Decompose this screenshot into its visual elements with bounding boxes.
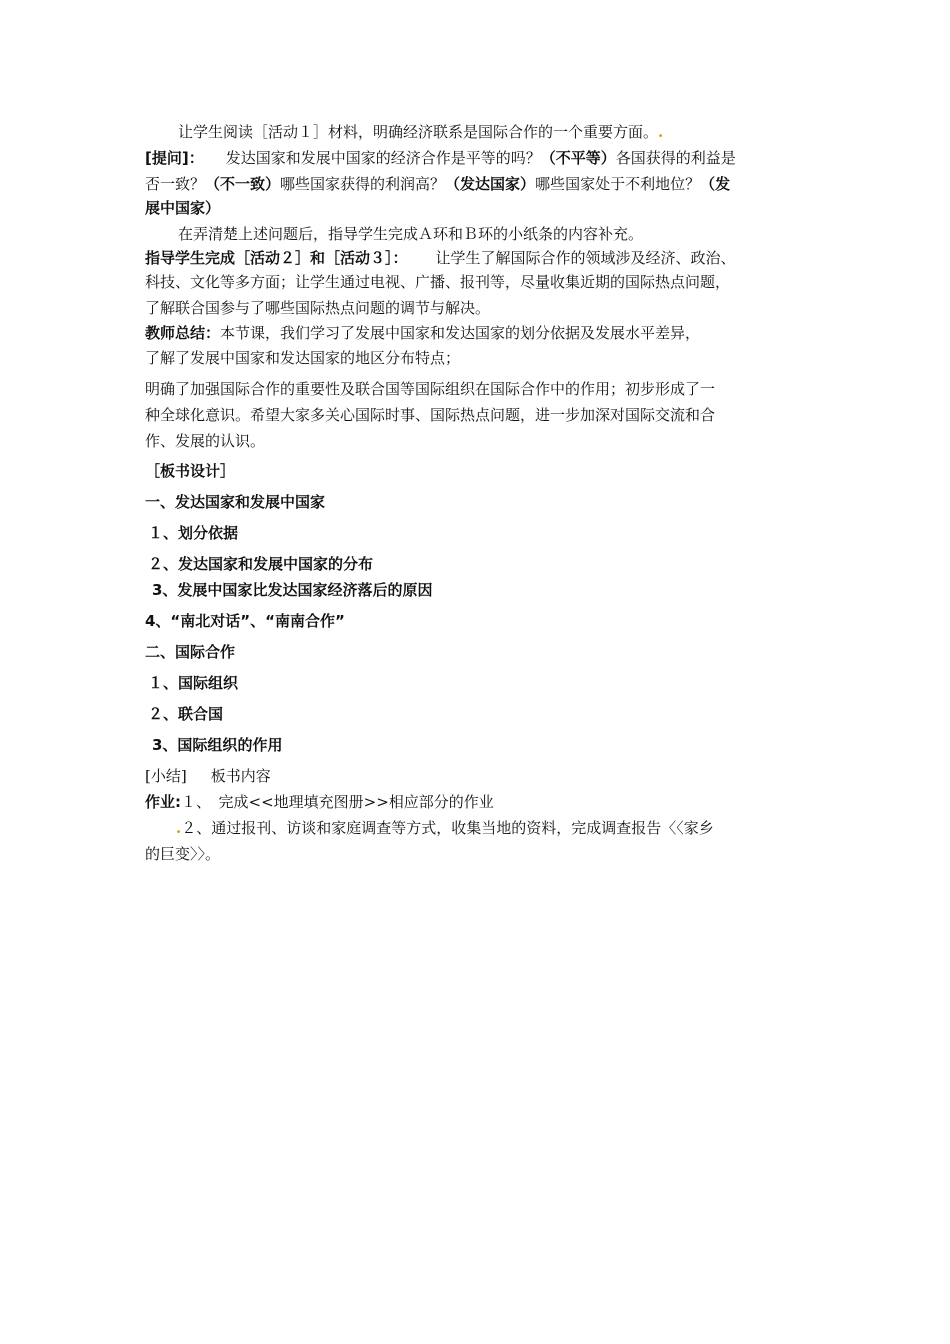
board-heading-2: 二、国际合作 xyxy=(145,643,236,661)
board-item-2-2: ２、联合国 xyxy=(148,705,224,723)
answer-unequal: （不平等） xyxy=(540,149,616,167)
summary-row xyxy=(145,766,271,786)
question-label: [提问]： xyxy=(145,149,204,167)
question-line-1: [提问]： 发达国家和发展中国家的经济合作是平等的吗？（不平等）各国获得的利益是 xyxy=(145,149,736,167)
question-line-2: 否一致？（不一致）哪些国家获得的利润高？（发达国家）哪些国家处于不利地位？（发 xyxy=(145,175,731,193)
summary-label: [小结] xyxy=(145,767,187,785)
answer-inconsistent: （不一致） xyxy=(205,175,281,193)
board-item-1-3: 3、发展中国家比发达国家经济落后的原因 xyxy=(152,581,433,599)
summary-line-5: 作、发展的认识。 xyxy=(145,432,266,450)
homework-line-2: .２、通过报刊、访谈和家庭调查等方式，收集当地的资料，完成调查报告〈〈家乡 xyxy=(176,819,714,837)
summary-text: 板书内容 xyxy=(210,767,271,785)
summary-line-2: 了解了发展中国家和发达国家的地区分布特点； xyxy=(145,349,461,367)
answer-developing-part1: （发 xyxy=(700,175,731,193)
board-design-title: ［板书设计］ xyxy=(145,462,236,480)
guide-line-1: 指导学生完成［活动２］和［活动３］： 让学生了解国际合作的领域涉及经济、政治、 xyxy=(145,249,736,267)
paragraph-rings: 在弄清楚上述问题后，指导学生完成Ａ环和Ｂ环的小纸条的内容补充。 xyxy=(178,225,644,243)
homework-label: 作业: xyxy=(145,793,181,811)
board-item-2-1: １、国际组织 xyxy=(148,674,239,692)
board-item-1-2: ２、发达国家和发展中国家的分布 xyxy=(148,555,374,573)
stray-dot-mark-2: . xyxy=(176,819,182,837)
board-item-1-1: １、划分依据 xyxy=(148,524,239,542)
summary-line-1: 教师总结：本节课，我们学习了发展中国家和发达国家的划分依据及发展水平差异， xyxy=(145,324,701,342)
guide-label: 指导学生完成［活动２］和［活动３］： xyxy=(145,249,408,267)
summary-line-3: 明确了加强国际合作的重要性及联合国等国际组织在国际合作中的作用；初步形成了一 xyxy=(145,380,716,398)
board-heading-1: 一、发达国家和发展中国家 xyxy=(145,493,326,511)
guide-line-2: 科技、文化等多方面；让学生通过电视、广播、报刊等，尽量收集近期的国际热点问题， xyxy=(145,273,731,291)
answer-developing-part2: 展中国家） xyxy=(145,199,221,217)
board-item-1-4: 4、“南北对话”、“南南合作” xyxy=(145,612,345,630)
answer-developed: （发达国家） xyxy=(445,175,536,193)
paragraph-activity1: 让学生阅读［活动１］材料，明确经济联系是国际合作的一个重要方面。. xyxy=(178,123,664,141)
teacher-summary-label: 教师总结： xyxy=(145,324,221,342)
summary-line-4: 种全球化意识。希望大家多关心国际时事、国际热点问题，进一步加深对国际交流和合 xyxy=(145,406,716,424)
homework-line-1: 作业:１、 完成<<地理填充图册>>相应部分的作业 xyxy=(145,793,494,811)
board-item-2-3: 3、国际组织的作用 xyxy=(152,736,283,754)
homework-line-3: 的巨变〉〉。 xyxy=(145,845,221,863)
stray-dot-mark: . xyxy=(658,123,664,141)
guide-line-3: 了解联合国参与了哪些国际热点问题的调节与解决。 xyxy=(145,299,491,317)
